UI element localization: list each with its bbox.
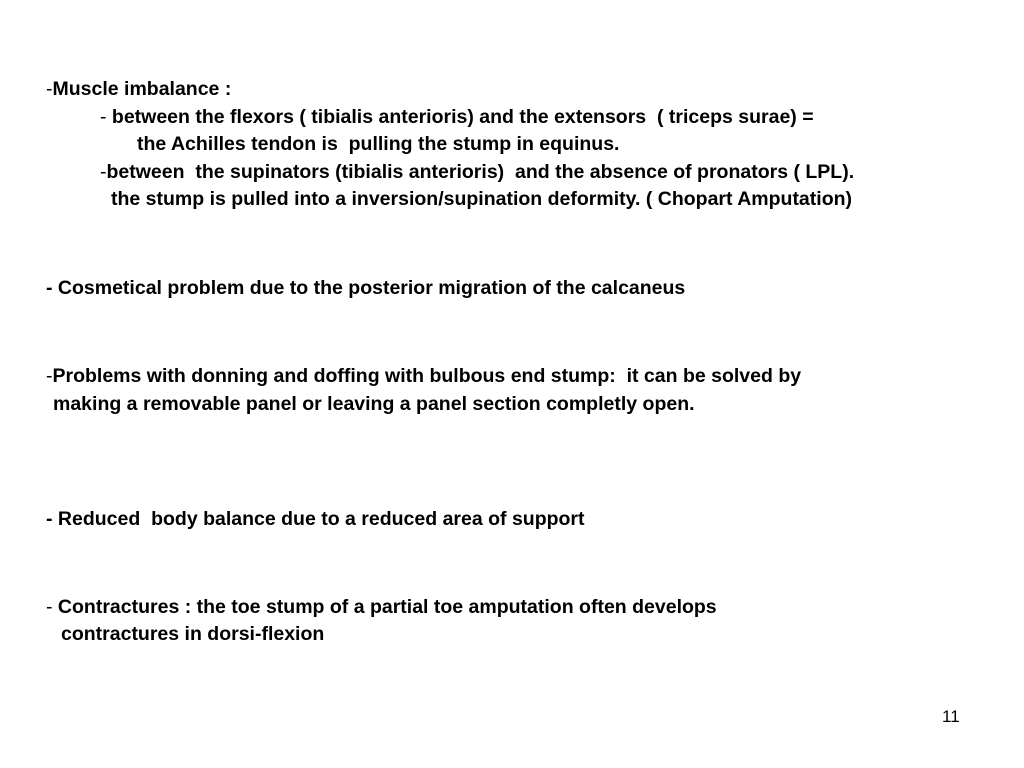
contractures-line-1	[46, 594, 717, 620]
supinator-line-1	[100, 159, 854, 185]
cosmetical-problem: - Cosmetical problem due to the posterior migration of the calcaneus	[46, 277, 686, 299]
flexor-extensor-line-1	[100, 104, 814, 130]
balance-problem: - Reduced body balance due to a reduced area of support	[46, 508, 585, 530]
donning-line-1	[46, 363, 801, 389]
bullet-dash: -	[100, 161, 107, 183]
flexor-extensor-line-2: the Achilles tendon is pulling the stump in equinus.	[137, 133, 620, 155]
supinator-line-2: the stump is pulled into a inversion/supination deformity. ( Chopart Amputation)	[111, 188, 853, 210]
supinator-text: between the supinators (tibialis anterioris) and the absence of pronators ( LPL).	[106, 161, 855, 183]
heading-text: Muscle imbalance :	[52, 78, 232, 100]
contractures-line-2: contractures in dorsi-flexion	[61, 623, 325, 645]
bullet-dash: -	[100, 106, 112, 128]
muscle-imbalance-heading	[46, 76, 231, 102]
bullet-dash: -	[46, 78, 53, 100]
bullet-dash: -	[46, 596, 58, 618]
bullet-dash: -	[46, 365, 53, 387]
page-number: 11	[942, 707, 960, 726]
donning-text: Problems with donning and doffing with bulbous end stump: it can be solved by	[52, 365, 802, 387]
flexor-extensor-text: between the flexors ( tibialis anterioris) and the extensors ( triceps surae) =	[111, 106, 814, 128]
contractures-text: Contractures : the toe stump of a partial toe amputation often develops	[57, 596, 717, 618]
donning-line-2: making a removable panel or leaving a panel section completly open.	[53, 393, 695, 415]
